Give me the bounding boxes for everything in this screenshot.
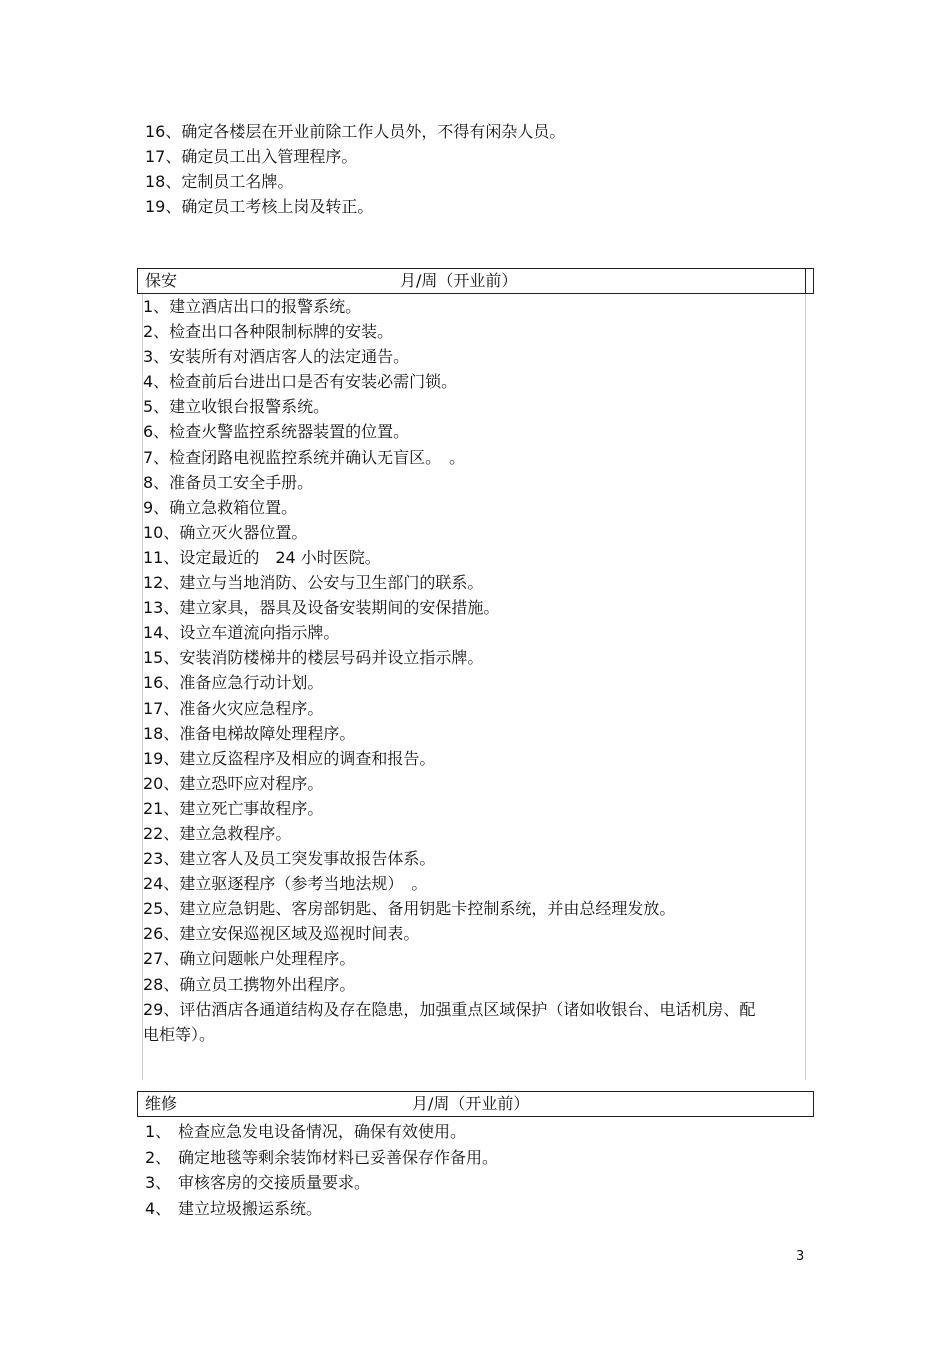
list-item: 7、检查闭路电视监控系统并确认无盲区。 。 <box>143 447 466 467</box>
item-text: 确定地毯等剩余装饰材料已妥善保存作备用。 <box>178 1147 499 1167</box>
page-number: 3 <box>796 1249 805 1264</box>
maintenance-title: 维修 <box>145 1094 178 1113</box>
list-item: 3、安装所有对酒店客人的法定通告。 <box>143 347 410 367</box>
list-item <box>145 1145 498 1171</box>
list-item: 19、建立反盗程序及相应的调查和报告。 <box>143 748 436 768</box>
list-item: 15、安装消防楼梯井的楼层号码并设立指示牌。 <box>143 648 484 668</box>
item-text: 审核客房的交接质量要求。 <box>178 1173 371 1192</box>
list-item: 18、准备电梯故障处理程序。 <box>143 723 356 743</box>
header-divider <box>805 268 806 294</box>
list-item: 5、建立收银台报警系统。 <box>143 397 330 417</box>
item-number: 2、 <box>145 1147 172 1167</box>
list-item: 8、准备员工安全手册。 <box>143 472 314 492</box>
list-item: 17、确定员工出入管理程序。 <box>145 147 358 166</box>
list-item: 16、确定各楼层在开业前除工作人员外，不得有闲杂人员。 <box>145 122 566 141</box>
list-item: 21、建立死亡事故程序。 <box>143 798 324 818</box>
list-item: 1、建立酒店出口的报警系统。 <box>143 297 362 316</box>
list-item: 4、检查前后台进出口是否有安装必需门锁。 <box>143 372 458 392</box>
security-title: 保安 <box>145 271 178 290</box>
security-list <box>142 294 806 1080</box>
security-section-header <box>137 268 814 294</box>
list-item <box>145 1170 498 1196</box>
list-item <box>145 1196 498 1222</box>
list-item: 14、设立车道流向指示牌。 <box>143 623 340 643</box>
item-number: 4、 <box>145 1198 172 1218</box>
intro-list <box>145 119 565 219</box>
item-text: 建立垃圾搬运系统。 <box>178 1198 323 1218</box>
maintenance-period: 月/周（开业前） <box>412 1094 530 1113</box>
item-number: 3、 <box>145 1173 172 1192</box>
list-item: 24、建立驱逐程序（参考当地法规） 。 <box>143 874 428 894</box>
list-item: 13、建立家具，器具及设备安装期间的安保措施。 <box>143 598 500 618</box>
item-text: 检查应急发电设备情况，确保有效使用。 <box>178 1122 467 1141</box>
list-item: 22、建立急救程序。 <box>143 823 292 843</box>
security-period: 月/周（开业前） <box>400 271 518 290</box>
list-item: 9、确立急救箱位置。 <box>143 497 298 517</box>
list-item: 28、确立员工携物外出程序。 <box>143 974 356 994</box>
list-item: 25、建立应急钥匙、客房部钥匙、备用钥匙卡控制系统，并由总经理发放。 <box>143 899 676 919</box>
list-item: 19、确定员工考核上岗及转正。 <box>145 197 374 216</box>
list-item: 29、评估酒店各通道结构及存在隐患，加强重点区域保护（诸如收银台、电话机房、配电柜等）。 <box>143 999 756 1044</box>
maintenance-section-header <box>137 1091 814 1117</box>
list-item: 11、设定最近的 24 小时医院。 <box>143 547 381 567</box>
list-item: 17、准备火灾应急程序。 <box>143 698 324 718</box>
list-item: 26、建立安保巡视区域及巡视时间表。 <box>143 924 420 944</box>
list-item <box>145 1119 498 1145</box>
list-item: 18、定制员工名牌。 <box>145 172 294 191</box>
list-item: 20、建立恐吓应对程序。 <box>143 773 324 793</box>
maintenance-list <box>145 1119 498 1221</box>
list-item: 27、确立问题帐户处理程序。 <box>143 949 356 969</box>
item-number: 1、 <box>145 1122 172 1141</box>
list-item: 10、确立灭火器位置。 <box>143 522 308 542</box>
list-item: 12、建立与当地消防、公安与卫生部门的联系。 <box>143 573 484 593</box>
list-item: 16、准备应急行动计划。 <box>143 673 324 693</box>
list-item: 23、建立客人及员工突发事故报告体系。 <box>143 849 436 869</box>
list-item: 6、检查火警监控系统器装置的位置。 <box>143 422 410 442</box>
list-item: 2、检查出口各种限制标牌的安装。 <box>143 322 394 342</box>
